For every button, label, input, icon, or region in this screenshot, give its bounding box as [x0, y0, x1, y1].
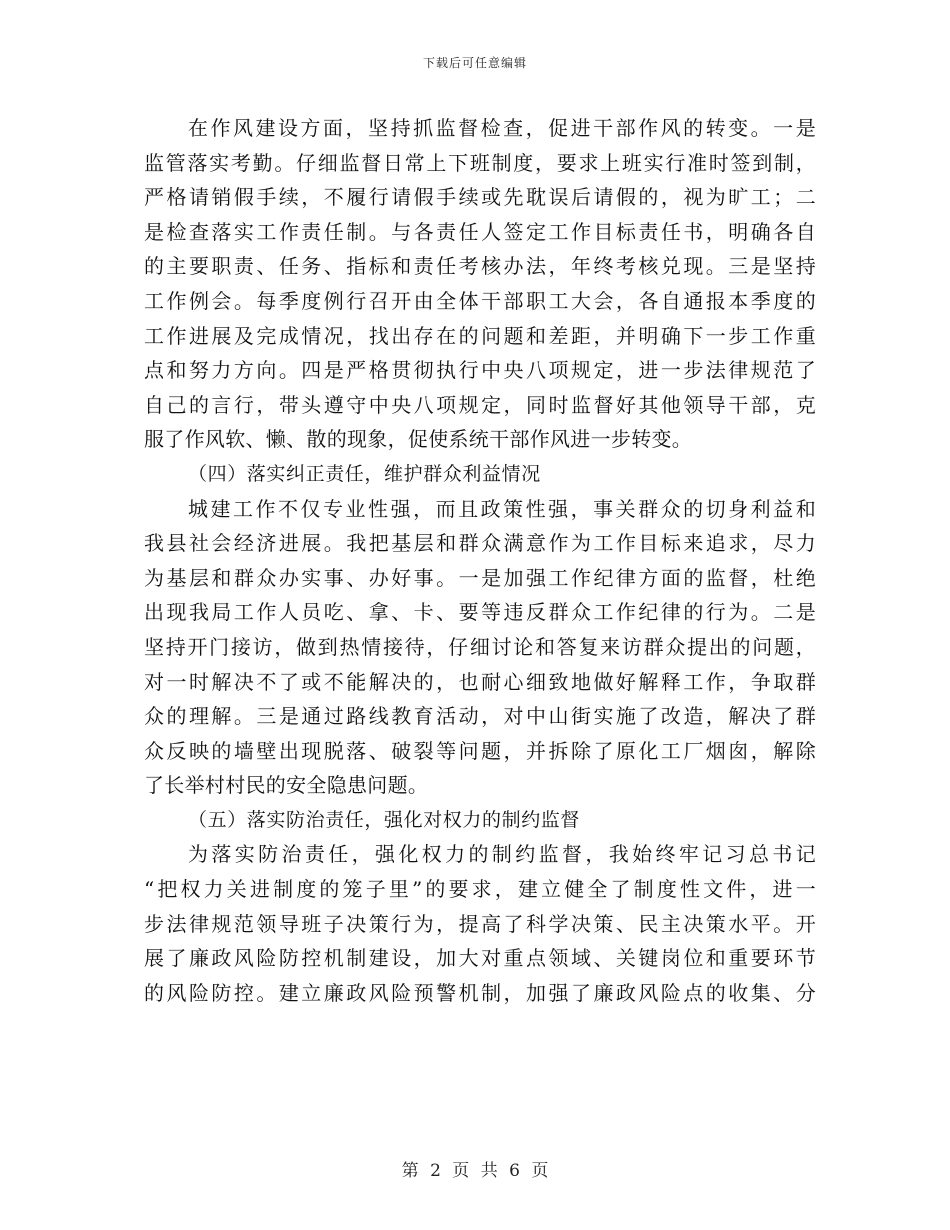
- document-body: [144, 111, 816, 1010]
- text-line: 服了作风软、懒、散的现象，促使系统干部作风进一步转变。: [144, 427, 693, 452]
- text-line: 为基层和群众办实事、办好事。一是加强工作纪律方面的监督，杜绝: [144, 565, 816, 590]
- text-line: 点和努力方向。四是严格贯彻执行中央八项规定，进一步法律规范了: [144, 358, 816, 383]
- section-heading-4: （四）落实纠正责任，维护群众利益情况: [188, 462, 541, 485]
- text-line: 工作例会。每季度例行召开由全体干部职工大会，各自通报本季度的: [144, 288, 816, 313]
- text-line: 众的理解。三是通过路线教育活动，对中山街实施了改造，解决了群: [144, 704, 816, 729]
- text-line: 工作进展及完成情况，找出存在的问题和差距，并明确下一步工作重: [144, 323, 816, 348]
- text-line: 严格请销假手续，不履行请假手续或先耽误后请假的，视为旷工；二: [144, 185, 816, 210]
- text-line: “把权力关进制度的笼子里”的要求，建立健全了制度性文件，进一: [144, 877, 816, 902]
- text-line: 自己的言行，带头遵守中央八项规定，同时监督好其他领导干部，克: [144, 392, 816, 417]
- text-line: 城建工作不仅专业性强，而且政策性强，事关群众的切身利益和: [188, 496, 816, 521]
- text-line: 的风险防控。建立廉政风险预警机制，加强了廉政风险点的收集、分: [144, 980, 816, 1005]
- page-header: 下载后可任意编辑: [422, 56, 527, 70]
- text-line: 在作风建设方面，坚持抓监督检查，促进干部作风的转变。一是: [188, 116, 816, 140]
- text-line: 步法律规范领导班子决策行为，提高了科学决策、民主决策水平。开: [144, 911, 816, 936]
- text-line: 是检查落实工作责任制。与各责任人签定工作目标责任书，明确各自: [144, 219, 816, 244]
- paragraph-public-interest: [144, 492, 816, 803]
- text-line: 我县社会经济进展。我把基层和群众满意作为工作目标来追求，尽力: [144, 531, 816, 556]
- paragraph-power-supervision: [144, 837, 816, 1010]
- text-line: 监管落实考勤。仔细监督日常上下班制度，要求上班实行准时签到制，: [144, 150, 816, 175]
- text-line: 为落实防治责任，强化权力的制约监督，我始终牢记习总书记: [188, 842, 816, 867]
- text-line: 出现我局工作人员吃、拿、卡、要等违反群众工作纪律的行为。二是: [144, 600, 816, 625]
- text-line: 展了廉政风险防控机制建设，加大对重点领域、关键岗位和重要环节: [144, 946, 816, 971]
- section-heading-5: （五）落实防治责任，强化对权力的制约监督: [188, 808, 581, 831]
- text-line: 的主要职责、任务、指标和责任考核办法，年终考核兑现。三是坚持: [144, 254, 816, 279]
- text-line: 坚持开门接访，做到热情接待，仔细讨论和答复来访群众提出的问题，: [144, 634, 816, 659]
- text-line: 对一时解决不了或不能解决的，也耐心细致地做好解释工作，争取群: [144, 669, 816, 694]
- paragraph-work-style: [144, 111, 816, 457]
- text-line: 众反映的墙壁出现脱落、破裂等问题，并拆除了原化工厂烟囱，解除: [144, 738, 816, 763]
- text-line: 了长举村村民的安全隐患问题。: [144, 773, 429, 798]
- page-number: 第 2 页 共 6 页: [401, 1161, 549, 1181]
